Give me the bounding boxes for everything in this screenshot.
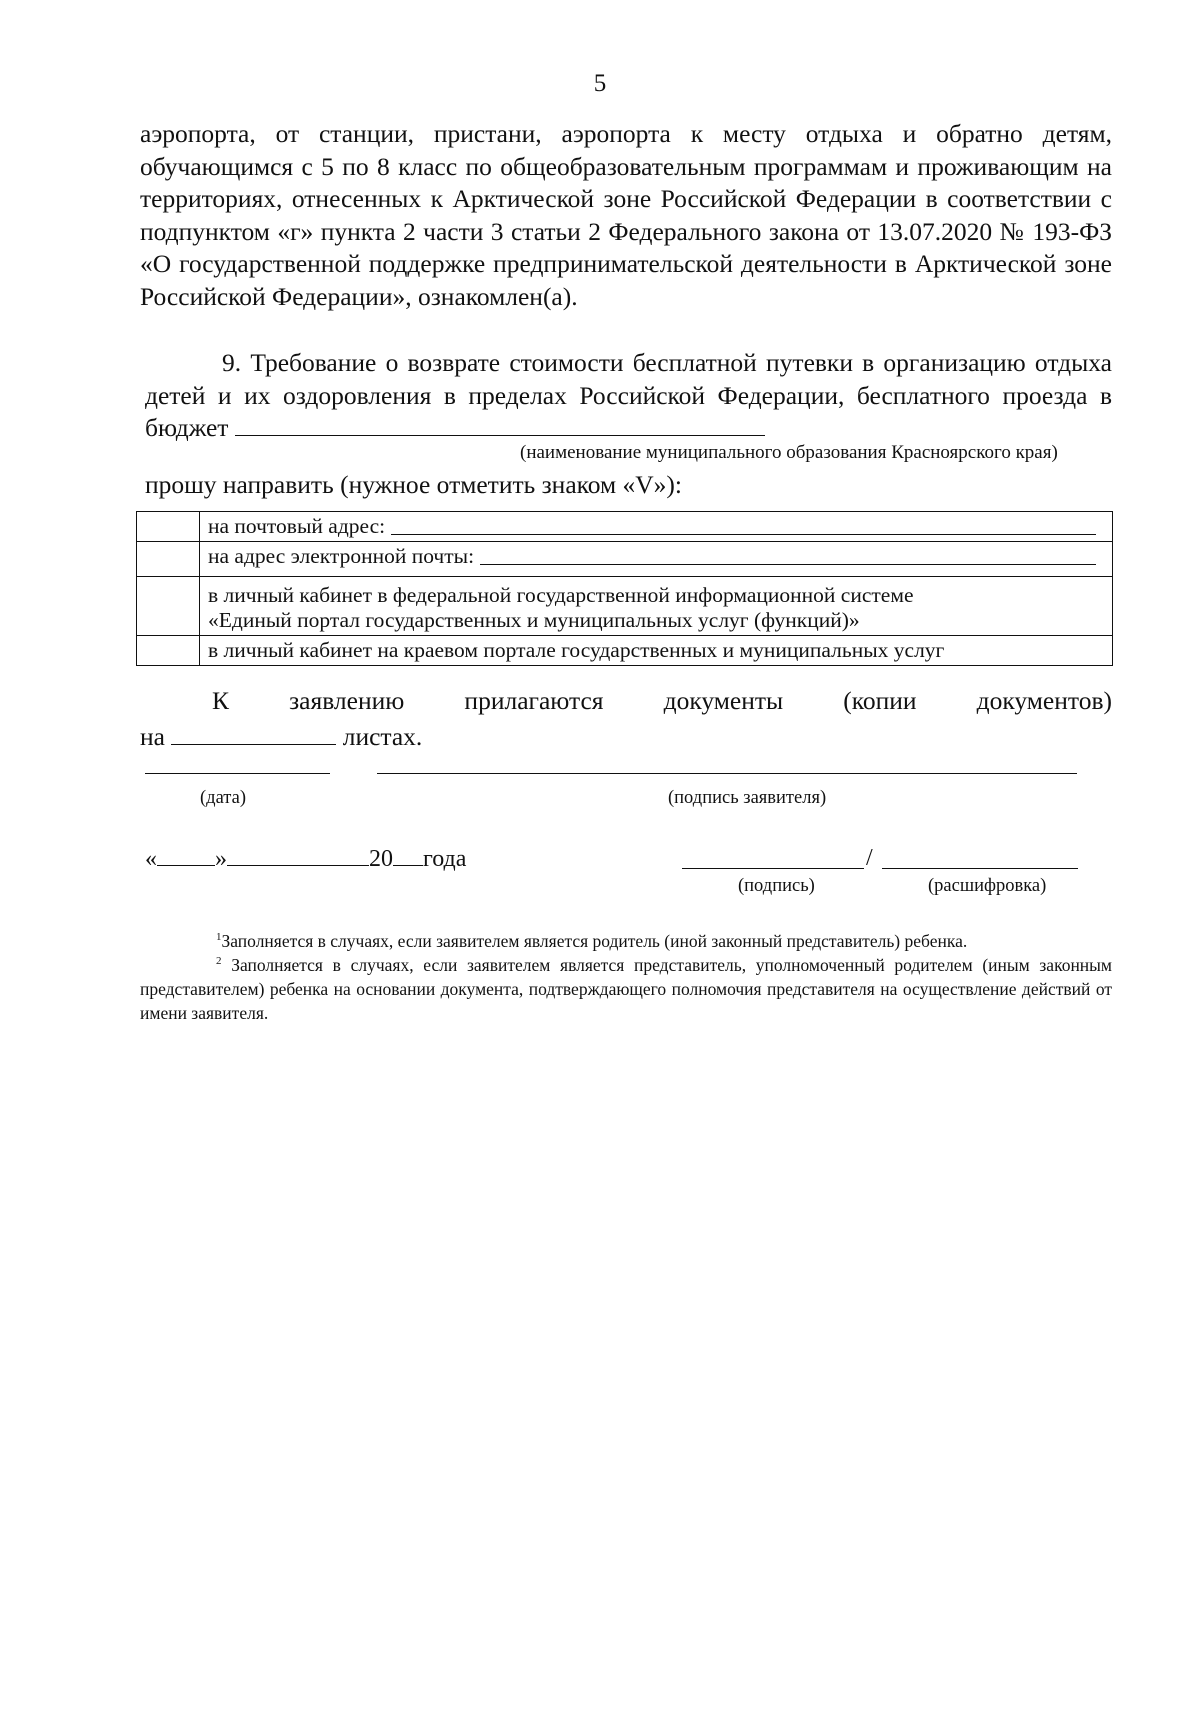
email-address-field[interactable] (480, 546, 1096, 565)
attachments-sheets-line (140, 722, 422, 752)
checkbox-email[interactable] (137, 542, 200, 577)
option-cell-postal (200, 512, 1113, 542)
option-row-gosuslugi (137, 577, 1113, 636)
decode-line[interactable] (882, 868, 1078, 869)
attachments-word: документов) (976, 686, 1112, 715)
sign-caption: (подпись) (738, 876, 815, 896)
footnote-2 (140, 949, 1112, 1025)
footnote-2-mark: 2 (216, 955, 222, 967)
attachments-word: (копии (843, 686, 917, 715)
postal-address-field[interactable] (391, 516, 1096, 535)
close-quote: » (215, 846, 227, 872)
send-instruction: прошу направить (нужное отметить знаком «V»): (145, 470, 683, 499)
date-line[interactable] (145, 773, 330, 774)
paragraph-9-text: 9. Требование о возврате стоимости бесплатной путевки в организацию отдыха детей и их оздоровления в пределах Российской Федерации, бесплатного проезда в бюджет (145, 348, 1112, 442)
sheets-count-field[interactable] (171, 724, 336, 745)
attachments-prefix: на (140, 722, 165, 751)
footnote-2-text: Заполняется в случаях, если заявителем является представитель, уполномоченный родителем (иным законным представителем) ребенка на основании документа, подтверждающего полномочия представителя на осуществление действий от имени заявителя. (140, 954, 1113, 1023)
paragraph-8-tail: аэропорта, от станции, пристани, аэропорта к месту отдыха и обратно детям, обучающимся с 5 по 8 класс по общеобразовательным программам и проживающим на территориях, отнесенных к Арктической зоне Российской Федерации в соответствии с подпунктом «г» пункта 2 части 3 статьи 2 Федерального закона от 13.07.2020 № 193-ФЗ «О государственной поддержке предпринимательской деятельности в Арктической зоне Российской Федерации», ознакомлен(а). (140, 119, 1112, 311)
attachments-suffix: листах. (342, 722, 423, 751)
year-field[interactable] (393, 845, 423, 866)
page-number: 5 (593, 70, 607, 97)
year-prefix: 20 (369, 846, 393, 872)
attachments-word: документы (663, 686, 784, 715)
date-caption: (дата) (200, 788, 246, 808)
footnote-1-mark: 1 (216, 931, 222, 943)
option-label-gosuslugi-1: в личный кабинет в федеральной государственной информационной системе (208, 583, 914, 607)
option-label-email: на адрес электронной почты: (208, 544, 475, 568)
option-cell-gosuslugi (200, 577, 1113, 636)
budget-fill-line[interactable] (235, 415, 765, 436)
checkbox-regional[interactable] (137, 636, 200, 666)
attachments-word: К (212, 686, 230, 715)
sign-line[interactable] (682, 868, 864, 869)
attachments-word: прилагаются (464, 686, 604, 715)
municipality-caption: (наименование муниципального образования Красноярского края) (520, 442, 1058, 463)
checkbox-postal[interactable] (137, 512, 200, 542)
option-label-regional: в личный кабинет на краевом портале государственных и муниципальных услуг (200, 636, 1113, 666)
day-field[interactable] (157, 845, 215, 866)
option-row-regional (137, 636, 1113, 666)
option-label-gosuslugi-2: «Единый портал государственных и муниципальных услуг (функций)» (208, 608, 860, 632)
slash-separator: / (866, 845, 873, 871)
option-label-postal: на почтовый адрес: (208, 514, 386, 538)
attachments-word: заявлению (289, 686, 405, 715)
attachments-line (212, 686, 1112, 716)
paragraph-9 (145, 347, 1112, 445)
year-suffix: года (423, 846, 467, 872)
month-field[interactable] (227, 845, 369, 866)
delivery-options-table (136, 511, 1113, 666)
checkbox-gosuslugi[interactable] (137, 577, 200, 636)
applicant-signature-line[interactable] (377, 773, 1077, 774)
option-cell-email (200, 542, 1113, 577)
footnote-1-text: Заполняется в случаях, если заявителем является родитель (иной законный представитель) ребенка. (221, 930, 968, 951)
option-row-email (137, 542, 1113, 577)
option-row-postal (137, 512, 1113, 542)
open-quote: « (145, 846, 157, 872)
signature-caption: (подпись заявителя) (668, 788, 827, 808)
date-fill-line (145, 845, 466, 873)
decode-caption: (расшифровка) (928, 876, 1047, 896)
